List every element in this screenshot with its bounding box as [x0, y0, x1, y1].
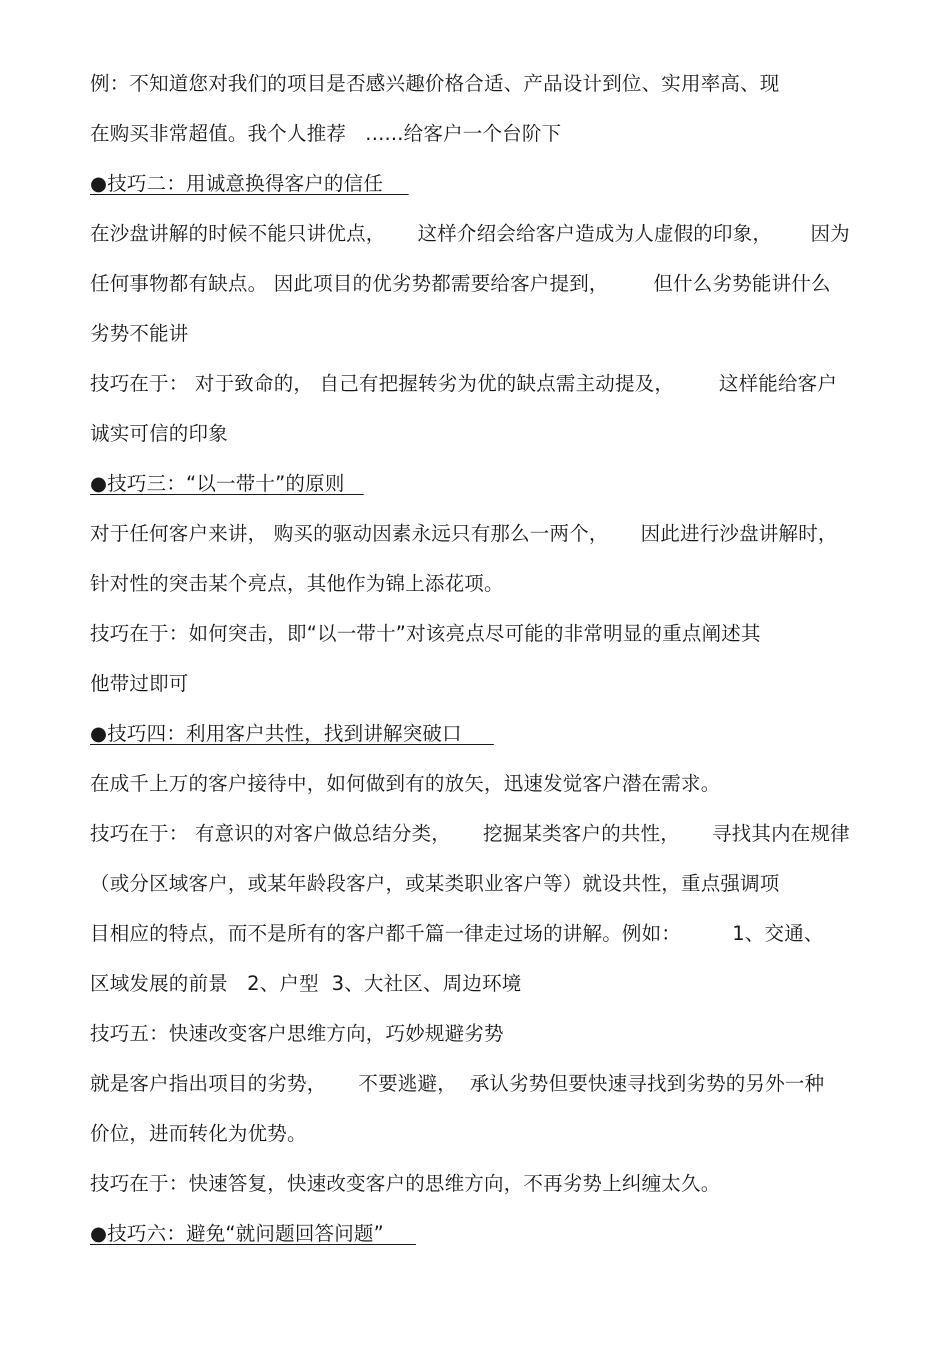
text-line-6: 劣势不能讲	[90, 322, 189, 345]
text-line-11: 针对性的突击某个亮点，其他作为锦上添花项。	[90, 572, 504, 595]
text-line-17: （或分区域客户，或某年龄段客户，或某类职业客户等）就设共性，重点强调项	[90, 872, 780, 895]
text-line-22: 价位，进而转化为优势。	[90, 1122, 307, 1145]
text-line-23: 技巧在于：快速答复，快速改变客户的思维方向，不再劣势上纠缠太久。	[90, 1172, 721, 1195]
text-line-15: 在成千上万的客户接待中，如何做到有的放矢，迅速发觉客户潜在需求。	[90, 772, 721, 795]
text-line-16: 技巧在于： 有意识的对客户做总结分类， 挖掘某类客户的共性， 寻找其内在规律	[90, 822, 850, 845]
section-heading-technique-5: 技巧五：快速改变客户思维方向，巧妙规避劣势	[90, 1022, 504, 1045]
section-heading-technique-4: ●技巧四：利用客户共性，找到讲解突破口	[90, 722, 494, 745]
text-line-2: 在购买非常超值。我个人推荐 ......给客户一个台阶下	[90, 122, 562, 145]
text-line-5: 任何事物都有缺点。 因此项目的优劣势都需要给客户提到， 但什么劣势能讲什么	[90, 272, 831, 295]
text-line-18: 目相应的特点，而不是所有的客户都千篇一律走过场的讲解。例如： 1、交通、	[90, 922, 824, 945]
text-line-12: 技巧在于：如何突击，即“以一带十”对该亮点尽可能的非常明显的重点阐述其	[90, 622, 761, 645]
section-heading-technique-3: ●技巧三：“以一带十”的原则	[90, 472, 364, 495]
section-heading-technique-2: ●技巧二：用诚意换得客户的信任	[90, 172, 409, 195]
text-line-13: 他带过即可	[90, 672, 189, 695]
text-line-8: 诚实可信的印象	[90, 422, 228, 445]
text-line-1: 例：不知道您对我们的项目是否感兴趣价格合适、产品设计到位、实用率高、现	[90, 72, 780, 95]
text-line-21: 就是客户指出项目的劣势， 不要逃避， 承认劣势但要快速寻找到劣势的另外一种	[90, 1072, 825, 1095]
text-line-10: 对于任何客户来讲， 购买的驱动因素永远只有那么一两个， 因此进行沙盘讲解时，	[90, 522, 838, 545]
text-line-4: 在沙盘讲解的时候不能只讲优点， 这样介绍会给客户造成为人虚假的印象， 因为	[90, 222, 850, 245]
section-heading-technique-6: ●技巧六：避免“就问题回答问题”	[90, 1222, 416, 1245]
text-line-19: 区域发展的前景 2、户型 3、大社区、周边环境	[90, 972, 522, 995]
text-line-7: 技巧在于： 对于致命的， 自己有把握转劣为优的缺点需主动提及， 这样能给客户	[90, 372, 838, 395]
